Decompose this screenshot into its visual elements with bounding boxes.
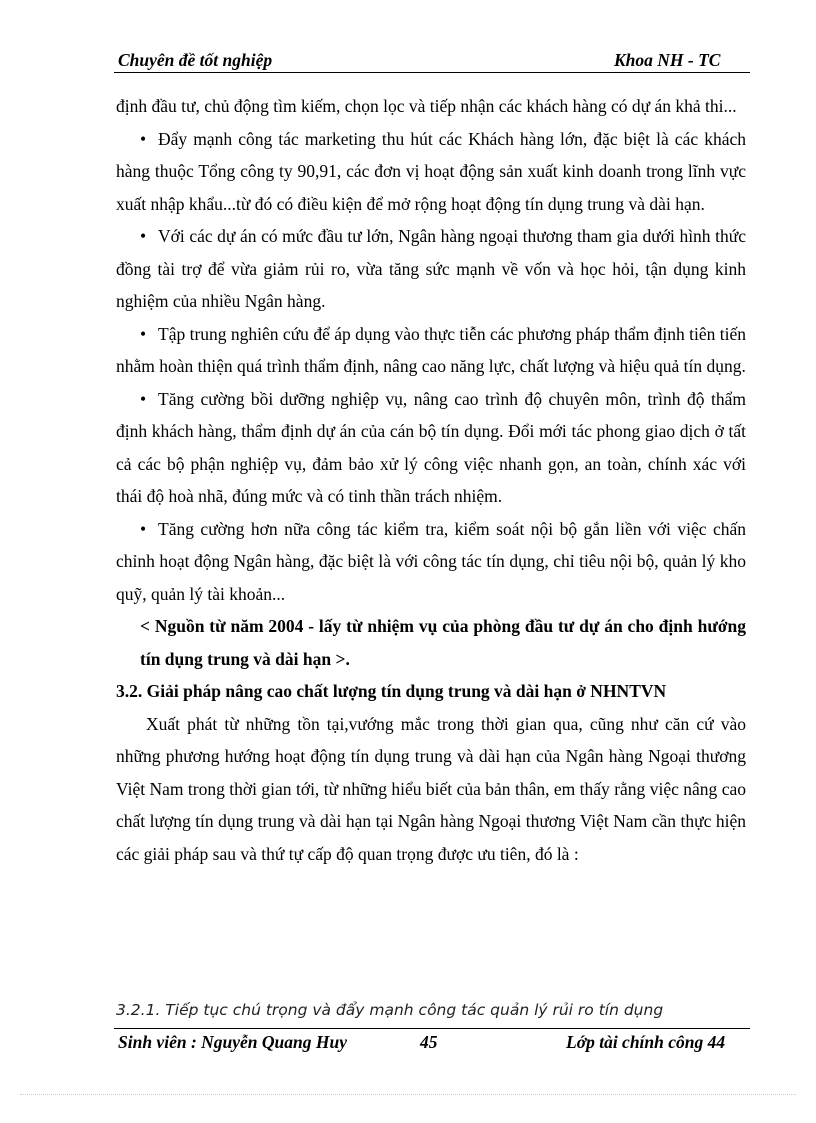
footer-rule: [114, 1028, 750, 1029]
header-title: Chuyên đề tốt nghiệp: [118, 50, 273, 70]
bullet-item: • Tăng cường bồi dưỡng nghiệp vụ, nâng cao trình độ chuyên môn, trình độ thẩm định khách hàng, thẩm định dự án của cán bộ tín dụng. Đổi mới tác phong giao dịch ở tất cả các bộ phận nghiệp vụ, đảm bảo xử lý công việc nhanh gọn, an toàn, chính xác với thái độ hoà nhã, đúng mức và có tinh thần trách nhiệm.: [116, 383, 746, 513]
page-number: 45: [420, 1032, 438, 1052]
bullet-icon: •: [140, 323, 147, 344]
page-border-dotted: [20, 1094, 796, 1095]
bullet-icon: •: [140, 388, 147, 409]
paragraph-continuation: định đầu tư, chủ động tìm kiếm, chọn lọc và tiếp nhận các khách hàng có dự án khả thi...: [116, 96, 737, 116]
footer-class: Lớp tài chính công 44: [566, 1032, 726, 1052]
bullet-icon: •: [140, 226, 147, 246]
bullet-item: • Đẩy mạnh công tác marketing thu hút các Khách hàng lớn, đặc biệt là các khách hàng thuộc Tổng công ty 90,91, các đơn vị hoạt động sản xuất kinh doanh trong lĩnh vực xuất nhập khẩu...từ đó có điều kiện để mở rộng hoạt động tín dụng trung và dài hạn.: [116, 123, 746, 221]
section-heading: 3.2. Giải pháp nâng cao chất lượng tín dụng trung và dài hạn ở NHNTVN: [116, 681, 667, 701]
bullet-icon: •: [140, 518, 147, 539]
header-department: Khoa NH - TC: [614, 50, 721, 70]
footer-student: Sinh viên : Nguyễn Quang Huy: [118, 1032, 347, 1052]
bullet-item: • Với các dự án có mức đầu tư lớn, Ngân hàng ngoại thương tham gia dưới hình thức đồng tài trợ để vừa giảm rủi ro, vừa tăng sức mạnh về vốn và học hỏi, tận dụng kinh nghiệm của nhiều Ngân hàng.: [116, 220, 746, 318]
subsection-heading: 3.2.1. Tiếp tục chú trọng và đẩy mạnh công tác quản lý rủi ro tín dụng: [116, 1001, 664, 1019]
intro-paragraph: Xuất phát từ những tồn tại,vướng mắc trong thời gian qua, cũng như căn cứ vào những phương hướng hoạt động tín dụng trung và dài hạn của Ngân hàng Ngoại thương Việt Nam trong thời gian tới, từ những hiểu biết của bản thân, em thấy rằng việc nâng cao chất lượng tín dụng trung và dài hạn tại Ngân hàng Ngoại thương Việt Nam cần thực hiện các giải pháp sau và thứ tự cấp độ quan trọng được ưu tiên, đó là :: [116, 713, 746, 864]
body-text: [116, 90, 746, 870]
source-note: < Nguồn từ năm 2004 - lấy từ nhiệm vụ của phòng đầu tư dự án cho định hướng tín dụng trung và dài hạn >.: [140, 616, 746, 669]
header-rule: [114, 72, 750, 73]
bullet-item: • Tăng cường hơn nữa công tác kiểm tra, kiểm soát nội bộ gắn liền với việc chấn chỉnh hoạt động Ngân hàng, đặc biệt là với công tác tín dụng, chỉ tiêu nội bộ, quản lý kho quỹ, quản lý tài khoản...: [116, 513, 746, 611]
bullet-icon: •: [140, 128, 147, 149]
bullet-item: • Tập trung nghiên cứu để áp dụng vào thực tiễn các phương pháp thẩm định tiên tiến nhằm hoàn thiện quá trình thẩm định, nâng cao năng lực, chất lượng và hiệu quả tín dụng.: [116, 318, 746, 383]
